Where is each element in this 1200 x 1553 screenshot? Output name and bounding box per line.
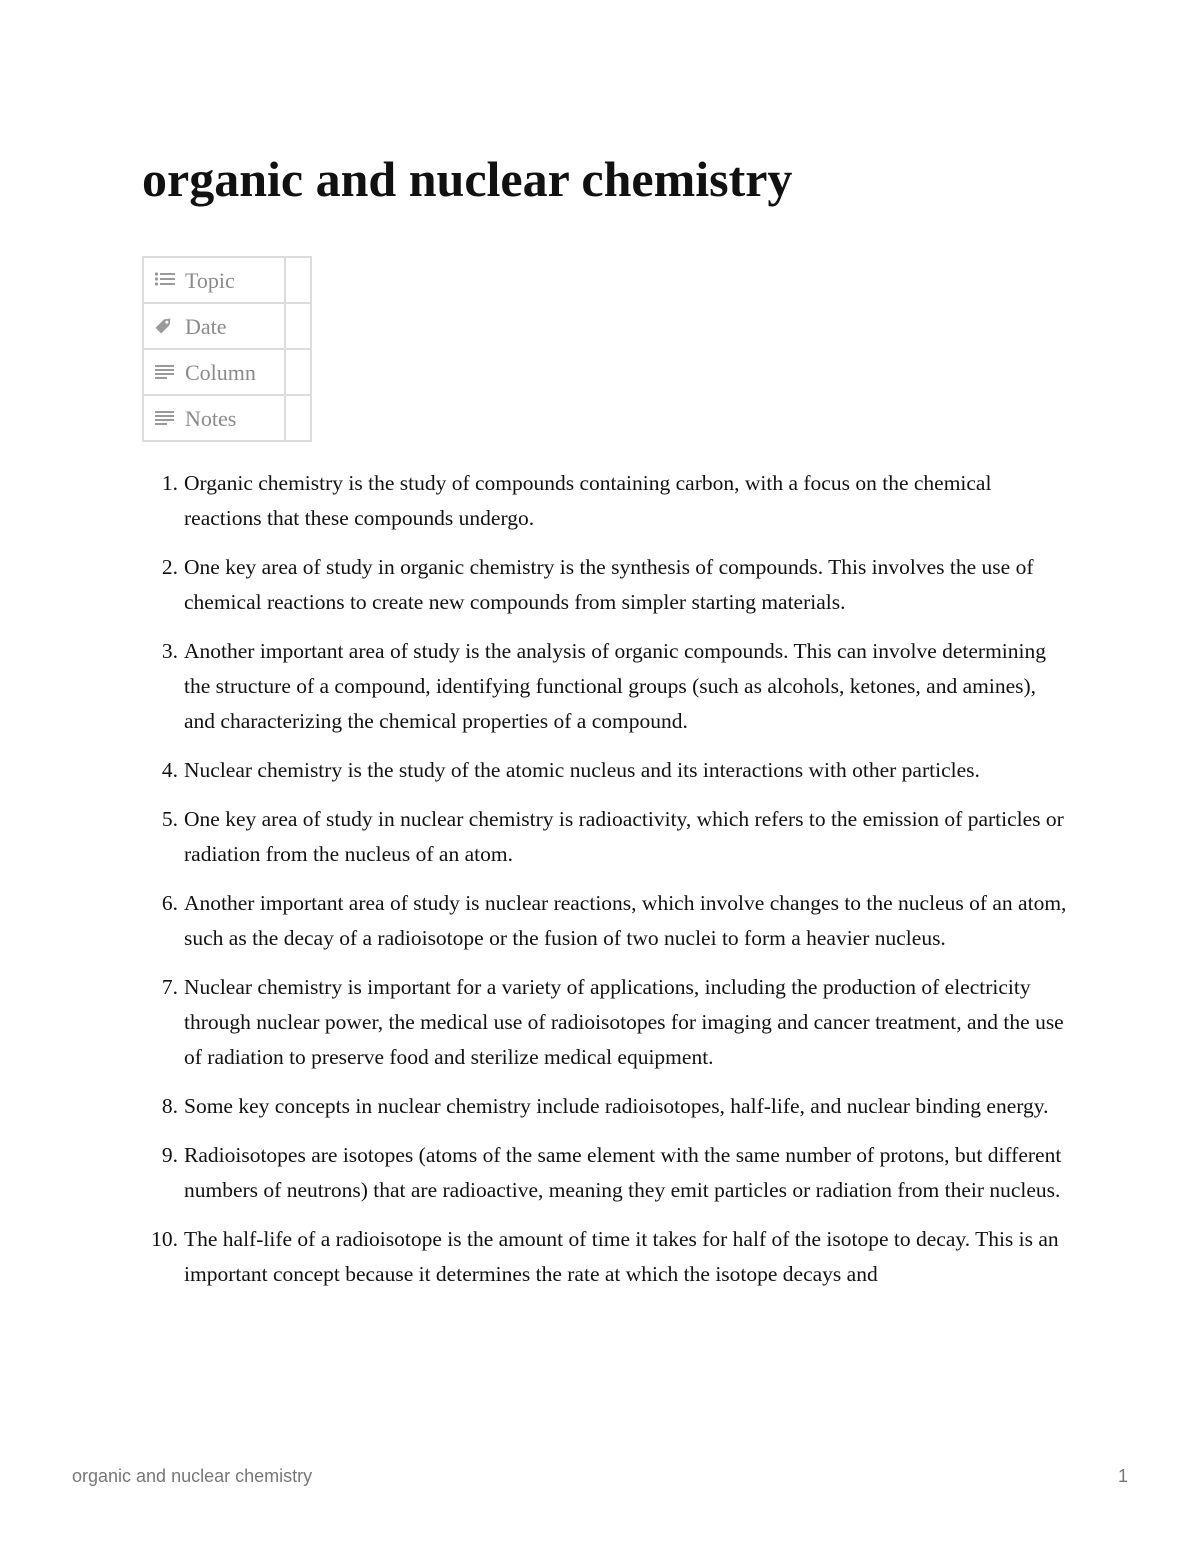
list-item-number: 2. (161, 555, 178, 579)
list-item (142, 634, 1072, 739)
list-item-text: Another important area of study is nuclear reactions, which involve changes to the nucleus of an atom, such as the decay of a radioisotope or the fusion of two nuclei to form a heavier nucleus. (184, 891, 1067, 950)
property-value-date[interactable] (285, 303, 311, 349)
list-item-number: 9. (161, 1143, 178, 1167)
property-label: Column (185, 359, 256, 385)
footer-title: organic and nuclear chemistry (72, 1466, 313, 1486)
property-label: Notes (185, 405, 237, 431)
list-item-text: Radioisotopes are isotopes (atoms of the same element with the same number of protons, but different numbers of neutrons) that are radioactive, meaning they emit particles or radiation from their nucleus. (184, 1143, 1062, 1202)
property-key-date (143, 303, 285, 349)
list-item-number: 7. (161, 975, 178, 999)
list-item-number: 3. (161, 639, 178, 663)
page-title: organic and nuclear chemistry (142, 151, 793, 207)
list-item-text: Nuclear chemistry is important for a variety of applications, including the production of electricity through nuclear power, the medical use of radioisotopes for imaging and cancer treatment, and the use of radiation to preserve food and sterilize medical equipment. (184, 975, 1064, 1069)
page-number: 1 (1117, 1466, 1128, 1486)
list-item-text: One key area of study in nuclear chemistry is radioactivity, which refers to the emission of particles or radiation from the nucleus of an atom. (184, 807, 1064, 866)
list-item-text: Some key concepts in nuclear chemistry include radioisotopes, half-life, and nuclear binding energy. (184, 1094, 1049, 1118)
list-item (142, 1089, 1072, 1124)
tag-icon (154, 316, 176, 334)
properties-table (142, 256, 312, 442)
list-item-text: Organic chemistry is the study of compounds containing carbon, with a focus on the chemical reactions that these compounds undergo. (184, 471, 992, 530)
property-row-topic (143, 257, 311, 303)
text-lines-icon (154, 408, 176, 426)
list-item-number: 1. (161, 471, 178, 495)
property-value-notes[interactable] (285, 395, 311, 441)
list-item-text: One key area of study in organic chemistry is the synthesis of compounds. This involves the use of chemical reactions to create new compounds from simpler starting materials. (184, 555, 1034, 614)
property-label: Topic (185, 267, 235, 293)
property-value-topic[interactable] (285, 257, 311, 303)
list-item (142, 1138, 1072, 1208)
text-lines-icon (154, 362, 176, 380)
list-item-number: 4. (161, 758, 178, 782)
list-item-text: The half-life of a radioisotope is the amount of time it takes for half of the isotope to decay. This is an important concept because it determines the rate at which the isotope decays and (184, 1227, 1059, 1286)
property-row-date (143, 303, 311, 349)
property-key-notes (143, 395, 285, 441)
list-item-text: Another important area of study is the analysis of organic compounds. This can involve determining the structure of a compound, identifying functional groups (such as alcohols, ketones, and amines), and characterizing the chemical properties of a compound. (184, 639, 1047, 733)
list-icon (154, 270, 176, 288)
list-item-number: 8. (161, 1094, 178, 1118)
list-item (142, 802, 1072, 872)
property-label: Date (185, 313, 227, 339)
list-item (142, 550, 1072, 620)
list-item-number: 10. (151, 1227, 178, 1251)
property-row-column (143, 349, 311, 395)
list-item (142, 886, 1072, 956)
property-key-topic (143, 257, 285, 303)
property-row-notes (143, 395, 311, 441)
list-item (142, 1222, 1072, 1292)
list-item (142, 753, 1072, 788)
property-key-column (143, 349, 285, 395)
list-item (142, 466, 1072, 536)
list-item-text: Nuclear chemistry is the study of the atomic nucleus and its interactions with other particles. (184, 758, 980, 782)
list-item (142, 970, 1072, 1075)
list-item-number: 6. (161, 891, 178, 915)
list-item-number: 5. (161, 807, 178, 831)
property-value-column[interactable] (285, 349, 311, 395)
notes-list (142, 466, 1072, 1306)
